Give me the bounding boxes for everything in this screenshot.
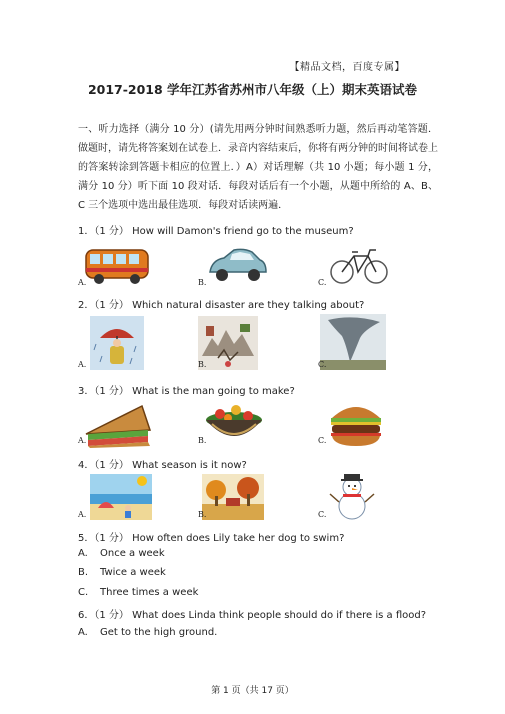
q4-options xyxy=(78,472,438,522)
option-b-label: B. xyxy=(198,510,207,519)
option-text: Once a week xyxy=(100,548,165,559)
sandwich-picture[interactable] xyxy=(82,400,154,448)
page-title: 2017-2018 学年江苏省苏州市八年级（上）期末英语试卷 xyxy=(87,82,418,97)
option-text: Three times a week xyxy=(100,587,199,598)
option-a-label: A. xyxy=(78,510,87,519)
page-footer: 第 1 页（共 17 页） xyxy=(211,686,294,696)
option-c-label: C. xyxy=(318,360,327,369)
option-c-label: C. xyxy=(318,510,327,519)
option-text: Twice a week xyxy=(100,567,166,578)
q5-option-b[interactable] xyxy=(78,567,166,578)
option-a-label: A. xyxy=(78,436,87,445)
hamburger-picture[interactable] xyxy=(328,398,384,448)
question-6: 6．（1 分） What does Linda think people should do if there is a flood? xyxy=(78,610,427,621)
question-1: 1．（1 分） How will Damon's friend go to the museum? xyxy=(78,226,354,237)
q1-options xyxy=(78,240,438,290)
option-letter: A. xyxy=(78,627,88,638)
question-5: 5．（1 分） How often does Lily take her dog to swim? xyxy=(78,533,345,544)
q5-option-c[interactable] xyxy=(78,587,198,598)
car-picture[interactable] xyxy=(204,246,270,286)
question-3: 3．（1 分） What is the man going to make? xyxy=(78,386,295,397)
option-b-label: B. xyxy=(198,278,207,287)
winter-snowman-picture[interactable] xyxy=(328,472,376,520)
q3-options xyxy=(78,398,438,450)
q2-options xyxy=(78,314,438,372)
option-b-label: B. xyxy=(198,436,207,445)
section-intro: 一、听力选择（满分 10 分）(请先用两分钟时间熟悉听力题，然后再动笔答题．做题时，请先将答案划在试卷上．录音内容结束后，你将有两分钟的时间将试卷上的答案转涂到答题卡相应的位置上．）A）对话理解（共 10 小题；每小题 1 分，满分 10 分）听下面 10 段对话．每段对话后有一个小题，从题中所给的 A、B、C 三个选项中选出最佳选项．每段对话读两遍． xyxy=(78,124,438,211)
option-b-label: B. xyxy=(198,360,207,369)
q6-option-a[interactable] xyxy=(78,627,217,638)
bicycle-picture[interactable] xyxy=(328,244,390,286)
option-a-label: A. xyxy=(78,278,87,287)
option-a-label: A. xyxy=(78,360,87,369)
salad-picture[interactable] xyxy=(202,398,266,448)
question-4: 4．（1 分） What season is it now? xyxy=(78,460,247,471)
header-tag: 【精品文档，百度专属】 xyxy=(289,62,405,73)
bus-picture[interactable] xyxy=(84,244,152,286)
option-c-label: C. xyxy=(318,278,327,287)
rain-picture[interactable] xyxy=(90,316,144,370)
option-letter: A. xyxy=(78,548,88,559)
summer-beach-picture[interactable] xyxy=(90,474,152,520)
q5-option-a[interactable] xyxy=(78,548,165,559)
earthquake-picture[interactable] xyxy=(198,316,258,370)
option-c-label: C. xyxy=(318,436,327,445)
autumn-picture[interactable] xyxy=(202,474,264,520)
option-letter: C. xyxy=(78,587,89,598)
tornado-picture[interactable] xyxy=(320,314,386,370)
option-text: Get to the high ground. xyxy=(100,627,218,638)
question-2: 2．（1 分） Which natural disaster are they talking about? xyxy=(78,300,365,311)
option-letter: B. xyxy=(78,567,89,578)
